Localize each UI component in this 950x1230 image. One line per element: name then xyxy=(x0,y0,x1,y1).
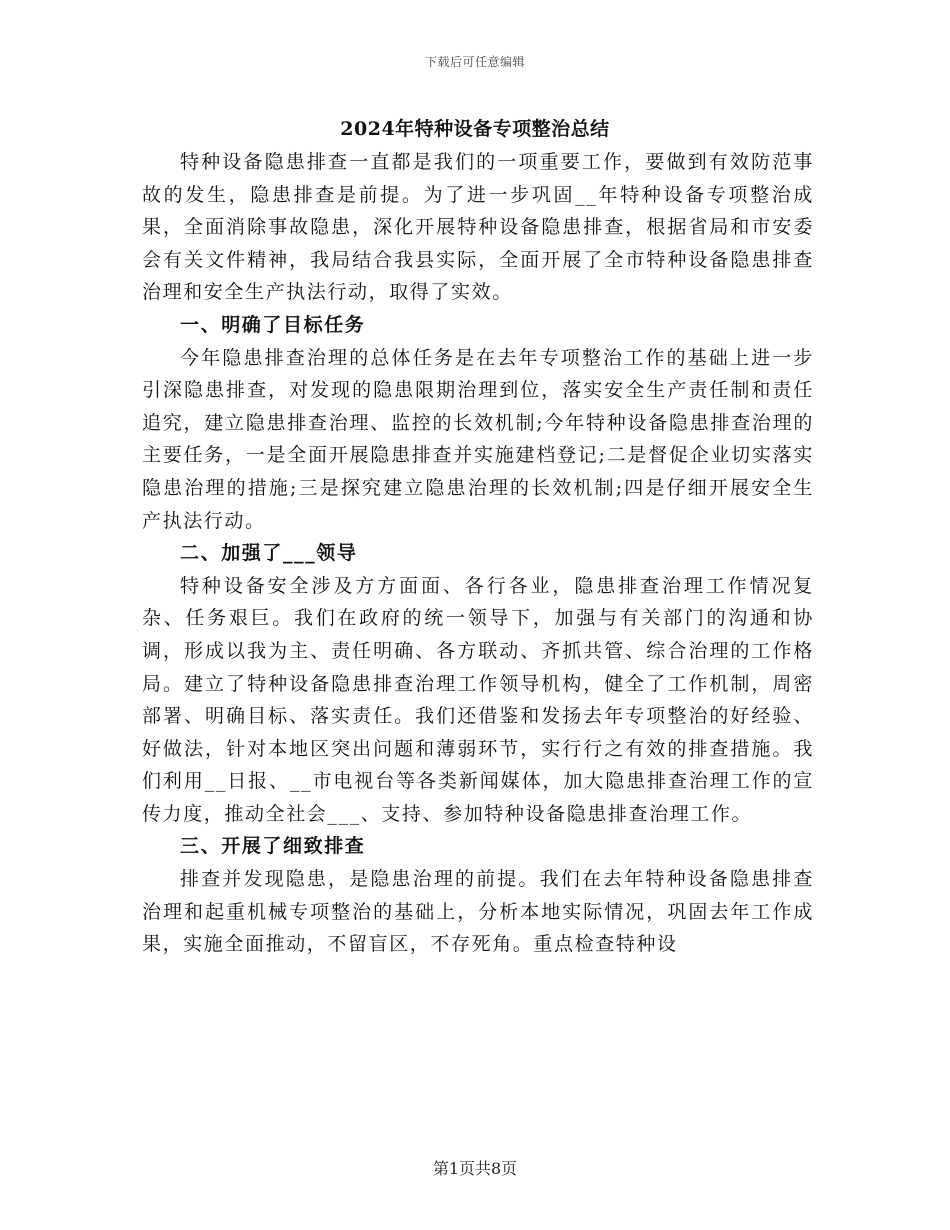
page-header-note: 下载后可任意编辑 xyxy=(424,55,525,69)
intro-paragraph: 特种设备隐患排查一直都是我们的一项重要工作，要做到有效防范事故的发生，隐患排查是前提。为了进一步巩固__年特种设备专项整治成果，全面消除事故隐患，深化开展特种设备隐患排查，根据省局和市安委会有关文件精神，我局结合我县实际，全面开展了全市特种设备隐患排查治理和安全生产执法行动，取得了实效。 xyxy=(142,151,814,304)
section-heading-3: 三、开展了细致排查 xyxy=(180,835,366,858)
section-paragraph-1: 今年隐患排查治理的总体任务是在去年专项整治工作的基础上进一步引深隐患排查，对发现的隐患限期治理到位，落实安全生产责任制和责任追究，建立隐患排查治理、监控的长效机制;今年特种设备隐患排查治理的主要任务，一是全面开展隐患排查并实施建档登记;二是督促企业切实落实隐患治理的措施;三是探究建立隐患治理的长效机制;四是仔细开展安全生产执法行动。 xyxy=(142,346,814,532)
section-paragraph-3: 排查并发现隐患，是隐患治理的前提。我们在去年特种设备隐患排查治理和起重机械专项整治的基础上，分析本地实际情况，巩固去年工作成果，实施全面推动，不留盲区，不存死角。重点检查特种设 xyxy=(142,868,814,956)
document-body xyxy=(142,146,814,961)
section-paragraph-2: 特种设备安全涉及方方面面、各行各业，隐患排查治理工作情况复杂、任务艰巨。我们在政府的统一领导下，加强与有关部门的沟通和协调，形成以我为主、责任明确、各方联动、齐抓共管、综合治理的工作格局。建立了特种设备隐患排查治理工作领导机构，健全了工作机制，周密部署、明确目标、落实责任。我们还借鉴和发扬去年专项整治的好经验、好做法，针对本地区突出问题和薄弱环节，实行行之有效的排查措施。我们利用__日报、__市电视台等各类新闻媒体，加大隐患排查治理工作的宣传力度，推动全社会___、支持、参加特种设备隐患排查治理工作。 xyxy=(142,574,814,825)
document-title: 2024年特种设备专项整治总结 xyxy=(340,118,610,140)
section-heading-2: 二、加强了___领导 xyxy=(180,542,358,565)
page-number: 第1页共8页 xyxy=(432,1159,518,1178)
section-heading-1: 一、明确了目标任务 xyxy=(180,313,366,336)
